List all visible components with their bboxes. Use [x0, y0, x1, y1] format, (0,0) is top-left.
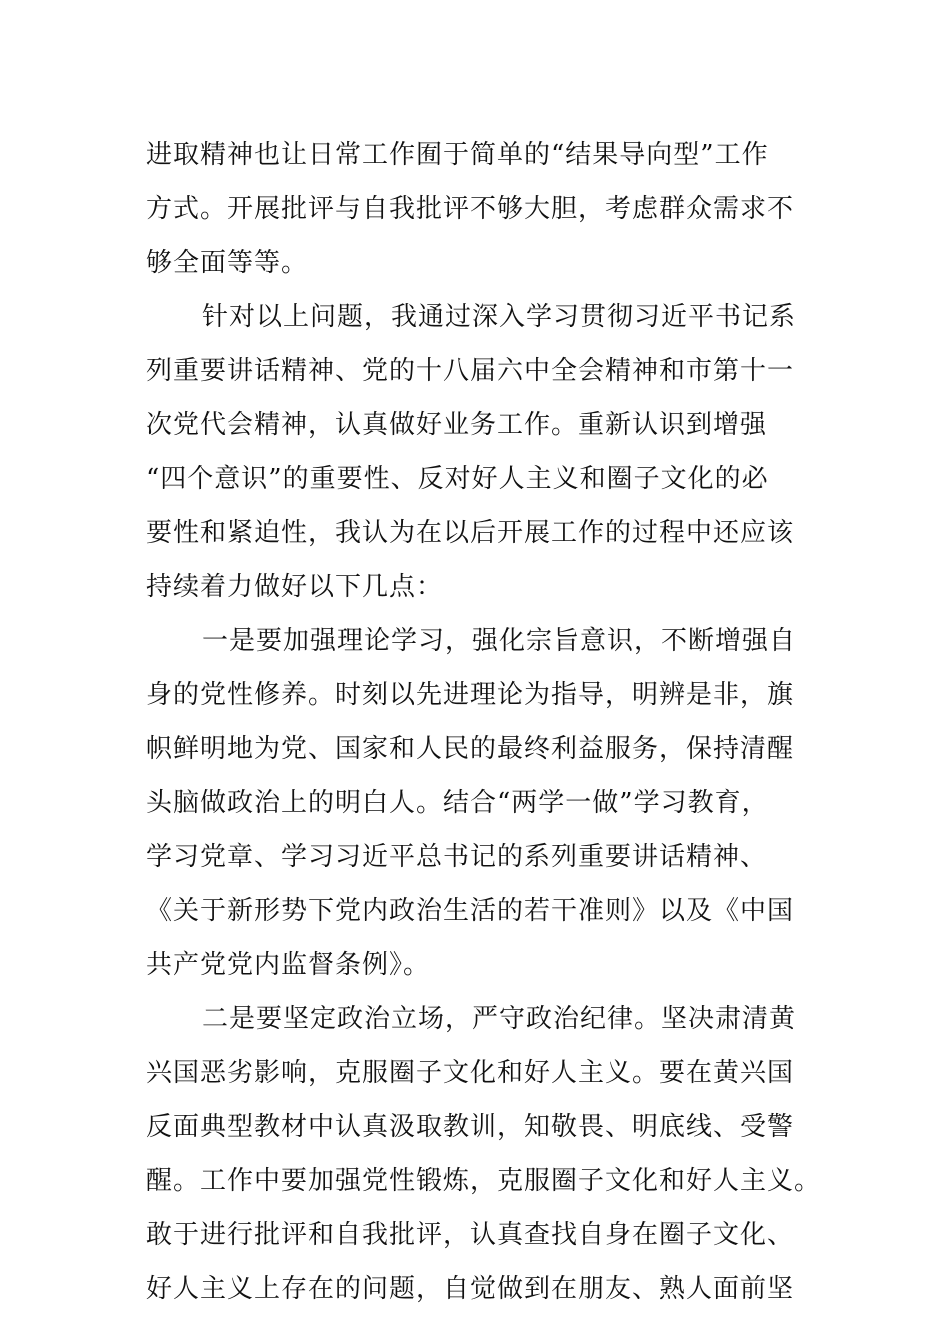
paragraph-start-line: 针对以上问题，我通过深入学习贯彻习近平书记系	[202, 302, 797, 332]
text-line: 要性和紧迫性，我认为在以后开展工作的过程中还应该	[146, 518, 795, 548]
text-line: 好人主义上存在的问题，自觉做到在朋友、熟人面前坚	[146, 1274, 795, 1304]
text-line: 共产党党内监督条例》。	[146, 950, 431, 980]
text-line: 敢于进行批评和自我批评，认真查找自身在圈子文化、	[146, 1220, 795, 1250]
document-body	[146, 128, 826, 1316]
text-line: 《关于新形势下党内政治生活的若干准则》以及《中国	[146, 896, 795, 926]
text-line: 帜鲜明地为党、国家和人民的最终利益服务，保持清醒	[146, 734, 795, 764]
text-line: 列重要讲话精神、党的十八届六中全会精神和市第十一	[146, 356, 795, 386]
text-line: 兴国恶劣影响，克服圈子文化和好人主义。要在黄兴国	[146, 1058, 795, 1088]
text-line: 头脑做政治上的明白人。结合“两学一做”学习教育，	[146, 788, 769, 818]
paragraph-start-line: 一是要加强理论学习，强化宗旨意识，不断增强自	[202, 626, 797, 656]
text-line: 学习党章、学习习近平总书记的系列重要讲话精神、	[146, 842, 768, 872]
text-line: 够全面等等。	[146, 248, 309, 278]
text-line: 方式。开展批评与自我批评不够大胆，考虑群众需求不	[146, 194, 795, 224]
text-line: 持续着力做好以下几点：	[146, 572, 444, 602]
text-line: 身的党性修养。时刻以先进理论为指导，明辨是非，旗	[146, 680, 795, 710]
text-line: 进取精神也让日常工作囿于简单的“结果导向型”工作	[146, 140, 769, 170]
paragraph-start-line: 二是要坚定政治立场，严守政治纪律。坚决肃清黄	[202, 1004, 797, 1034]
text-line: 次党代会精神，认真做好业务工作。重新认识到增强	[146, 410, 768, 440]
text-line: 醒。工作中要加强党性锻炼，克服圈子文化和好人主义。	[146, 1166, 822, 1196]
text-line: 反面典型教材中认真汲取教训，知敬畏、明底线、受警	[146, 1112, 795, 1142]
text-line: “四个意识”的重要性、反对好人主义和圈子文化的必	[146, 464, 769, 494]
